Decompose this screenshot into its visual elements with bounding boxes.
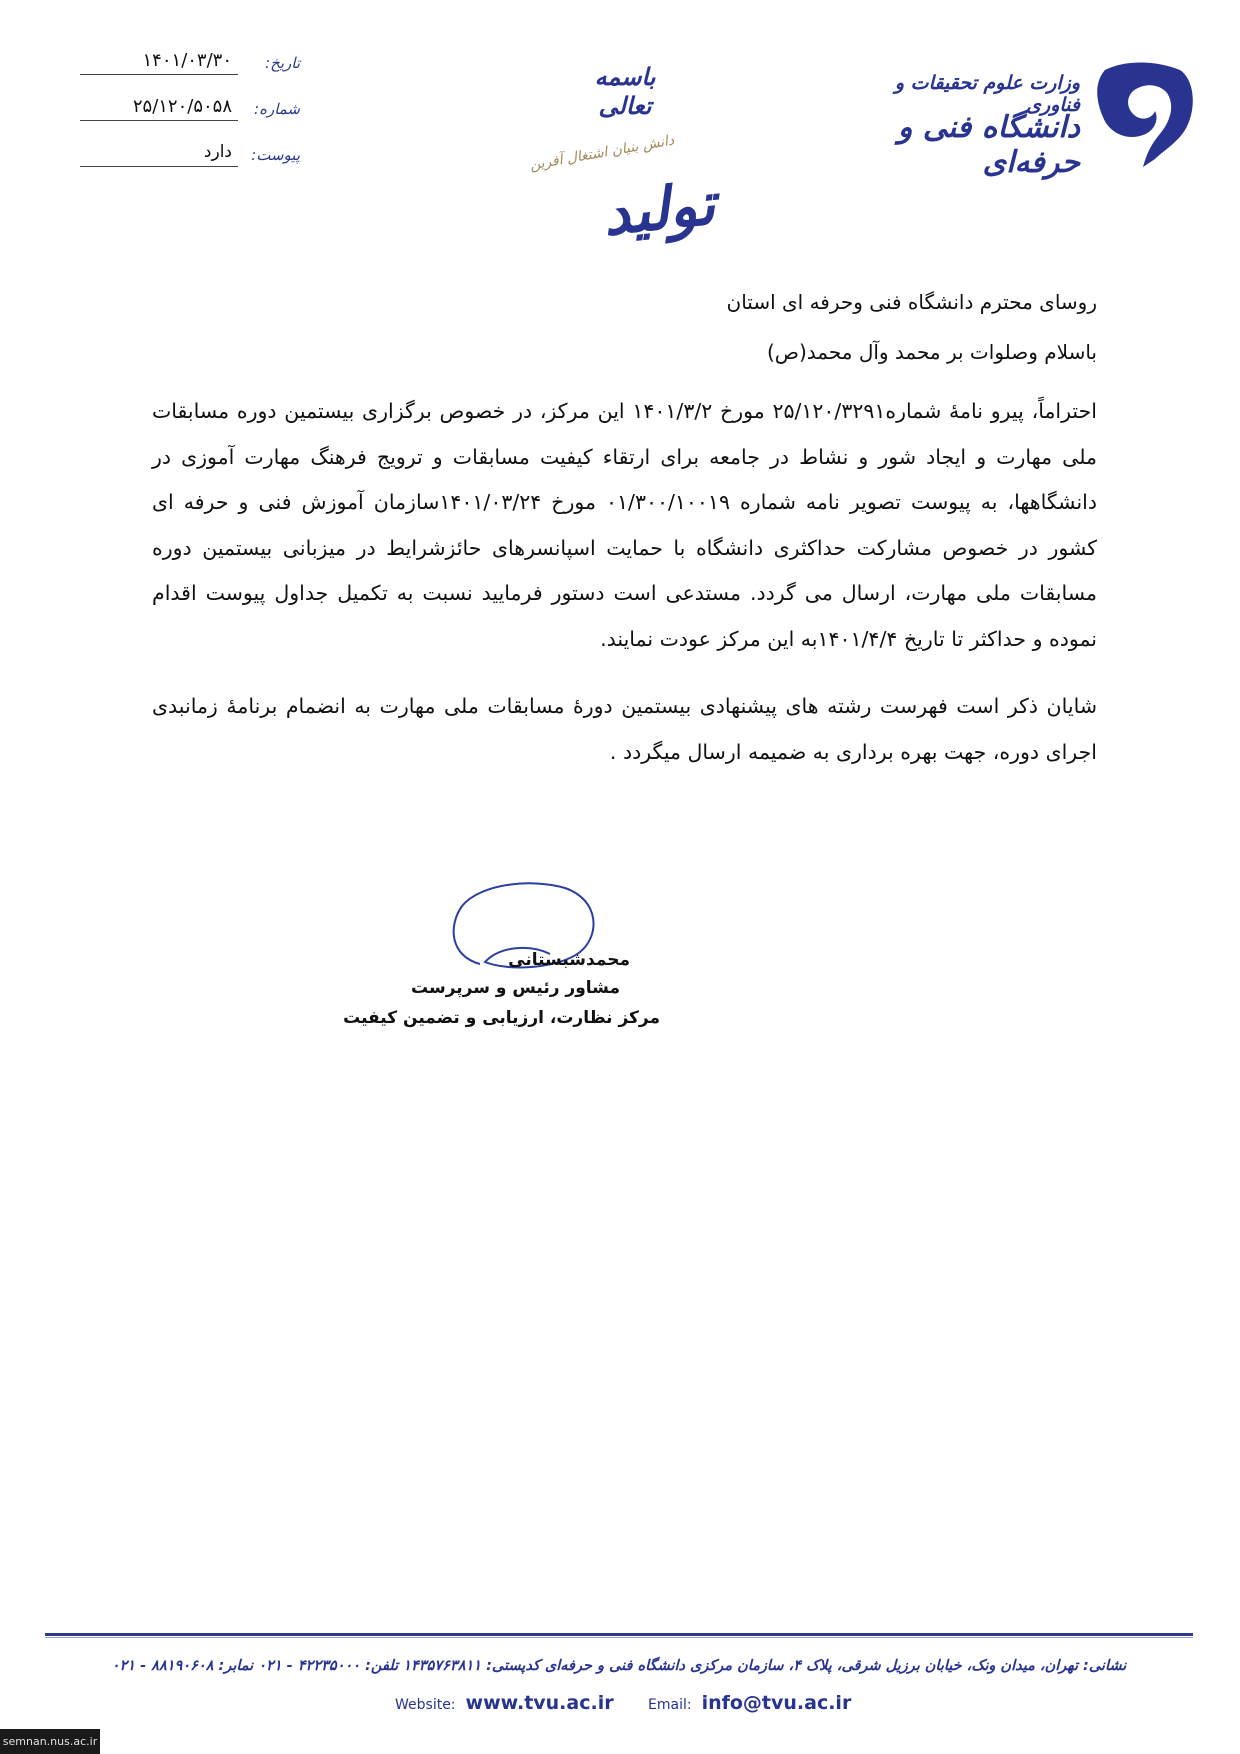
bismillah: باسمه تعالی bbox=[594, 62, 656, 120]
greeting: باسلام وصلوات بر محمد وآل محمد(ص) bbox=[767, 340, 1097, 364]
tvu-emblem-icon bbox=[1085, 55, 1200, 170]
attachment-value: دارد bbox=[203, 142, 232, 162]
website-label: Website: bbox=[395, 1697, 456, 1713]
number-field bbox=[80, 98, 300, 128]
slogan-emblem bbox=[528, 132, 719, 265]
source-badge: semnan.nus.ac.ir bbox=[0, 1729, 100, 1754]
slogan-main: تولید bbox=[600, 169, 719, 249]
email-label: Email: bbox=[648, 1697, 692, 1713]
footer-email bbox=[648, 1692, 851, 1714]
attachment-label: پیوست: bbox=[251, 146, 300, 164]
footer-address: نشانی: تهران، میدان ونک، خیابان برزیل شرقی، پلاک ۴، سازمان مرکزی دانشگاه فنی و حرفه‌ای کدپستی: ۱۴۳۵۷۶۳۸۱۱ تلفن: ۴۲۲۳۵۰۰۰ - ۰۲۱ نمابر: ۸۸۱۹۰۶۰۸ - ۰۲۱ bbox=[111, 1658, 1127, 1674]
date-value: ۱۴۰۱/۰۳/۳۰ bbox=[142, 50, 232, 71]
paragraph-1: احتراماً، پیرو نامهٔ شماره۲۵/۱۲۰/۳۲۹۱ مورخ ۱۴۰۱/۳/۲ این مرکز، در خصوص برگزاری بیستمین دوره مسابقات ملی مهارت و ایجاد شور و نشاط در جامعه برای ارتقاء کیفیت مسابقات و ترویج فرهنگ مهارت آموزی در دانشگاهها، به پیوست تصویر نامه شماره ۰۱/۳۰۰/۱۰۰۱۹ مورخ ۱۴۰۱/۰۳/۲۴سازمان آموزش فنی و حرفه ای کشور در خصوص مشارکت حداکثری دانشگاه با حمایت اسپانسرهای حائزشرایط در میزبانی بیستمین دوره مسابقات ملی مهارت، ارسال می گردد. مستدعی است دستور فرمایید نسبت به تکمیل جداول پیوست اقدام نموده و حداکثر تا تاریخ ۱۴۰۱/۴/۴به این مرکز عودت نمایند. bbox=[152, 399, 1097, 651]
attachment-underline bbox=[80, 166, 238, 167]
footer-divider-thin bbox=[45, 1637, 1193, 1638]
date-underline bbox=[80, 74, 238, 75]
footer-divider bbox=[45, 1633, 1193, 1636]
attachment-field bbox=[80, 144, 300, 174]
number-value: ۲۵/۱۲۰/۵۰۵۸ bbox=[132, 96, 232, 117]
signatory-title: مشاور رئیس و سرپرست bbox=[411, 978, 620, 998]
date-label: تاریخ: bbox=[265, 54, 300, 72]
email-link[interactable]: info@tvu.ac.ir bbox=[701, 1692, 852, 1714]
ministry-name: وزارت علوم تحقیقات و فناوری bbox=[894, 72, 1080, 116]
signatory-unit: مرکز نظارت، ارزیابی و تضمین کیفیت bbox=[343, 1008, 660, 1028]
university-logo bbox=[1085, 55, 1200, 170]
slogan-sub: دانش بنیان اشتغال آفرین bbox=[528, 132, 676, 174]
signatory-name: محمدشبستانی bbox=[508, 950, 630, 970]
footer-website bbox=[395, 1692, 614, 1714]
date-field bbox=[80, 52, 300, 82]
number-label: شماره: bbox=[254, 100, 300, 118]
website-link[interactable]: www.tvu.ac.ir bbox=[465, 1692, 614, 1714]
university-name: دانشگاه فنی و حرفه‌ای bbox=[897, 110, 1080, 180]
addressee: روسای محترم دانشگاه فنی وحرفه ای استان bbox=[726, 290, 1097, 314]
number-underline bbox=[80, 120, 238, 121]
paragraph-2: شایان ذکر است فهرست رشته های پیشنهادی بیستمین دورهٔ مسابقات ملی مهارت به انضمام برنامهٔ زمانبدی اجرای دوره، جهت بهره برداری به ضمیمه ارسال میگردد . bbox=[152, 694, 1097, 764]
